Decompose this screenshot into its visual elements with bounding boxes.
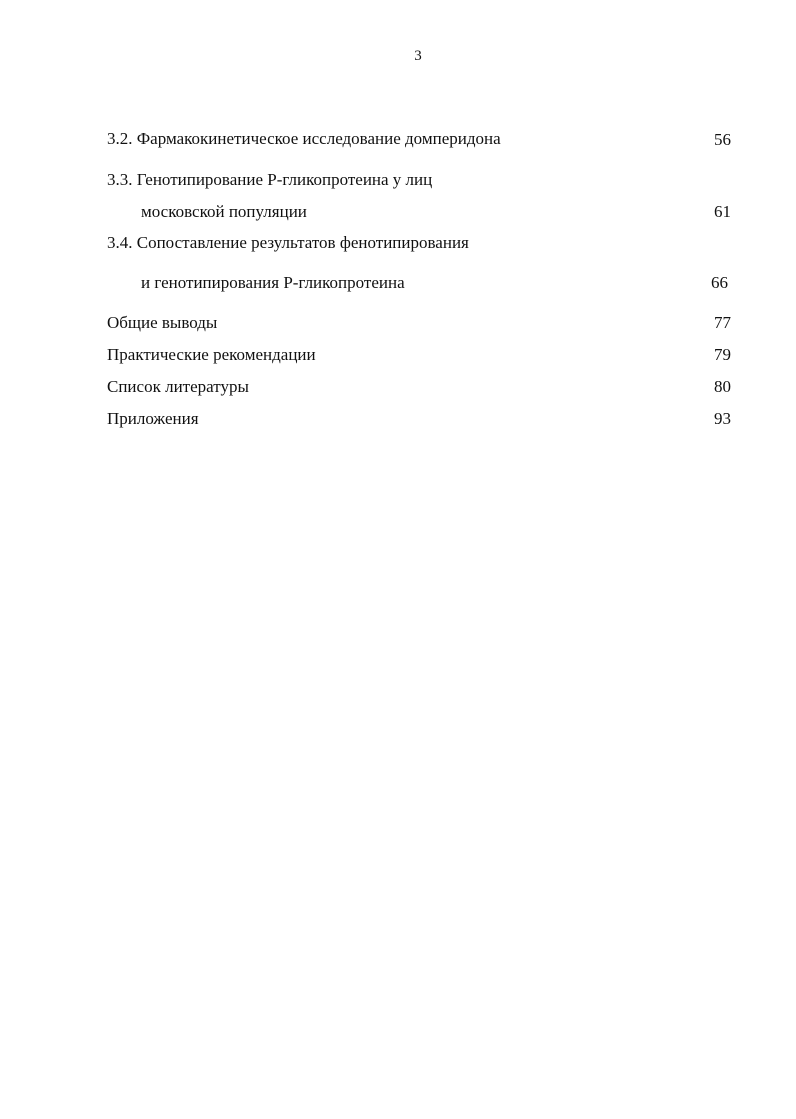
toc-entry-title: Практические рекомендации xyxy=(107,345,316,364)
toc-entry-page: 93 xyxy=(714,409,731,428)
toc-entry-page: 77 xyxy=(714,313,731,332)
toc-entry-page: 80 xyxy=(714,377,731,396)
toc-entry-title-continuation: московской популяции xyxy=(141,202,307,221)
toc-entry-title: 3.2. Фармакокинетическое исследование домперидона xyxy=(107,129,501,148)
toc-entry-title: 3.3. Генотипирование Р-гликопротеина у лиц xyxy=(107,170,433,189)
toc-entry-page: 56 xyxy=(714,130,731,149)
page-number: 3 xyxy=(414,48,422,64)
toc-entry-title: 3.4. Сопоставление результатов фенотипирования xyxy=(107,233,469,252)
toc-entry-page: 61 xyxy=(714,202,731,221)
toc-entry-title: Приложения xyxy=(107,409,199,428)
toc-entry-page: 66 xyxy=(711,273,728,292)
toc-entry-page: 79 xyxy=(714,345,731,364)
toc-entry-title-continuation: и генотипирования Р-гликопротеина xyxy=(141,273,405,292)
toc-entry-title: Список литературы xyxy=(107,377,249,396)
toc-entry-title: Общие выводы xyxy=(107,313,218,332)
